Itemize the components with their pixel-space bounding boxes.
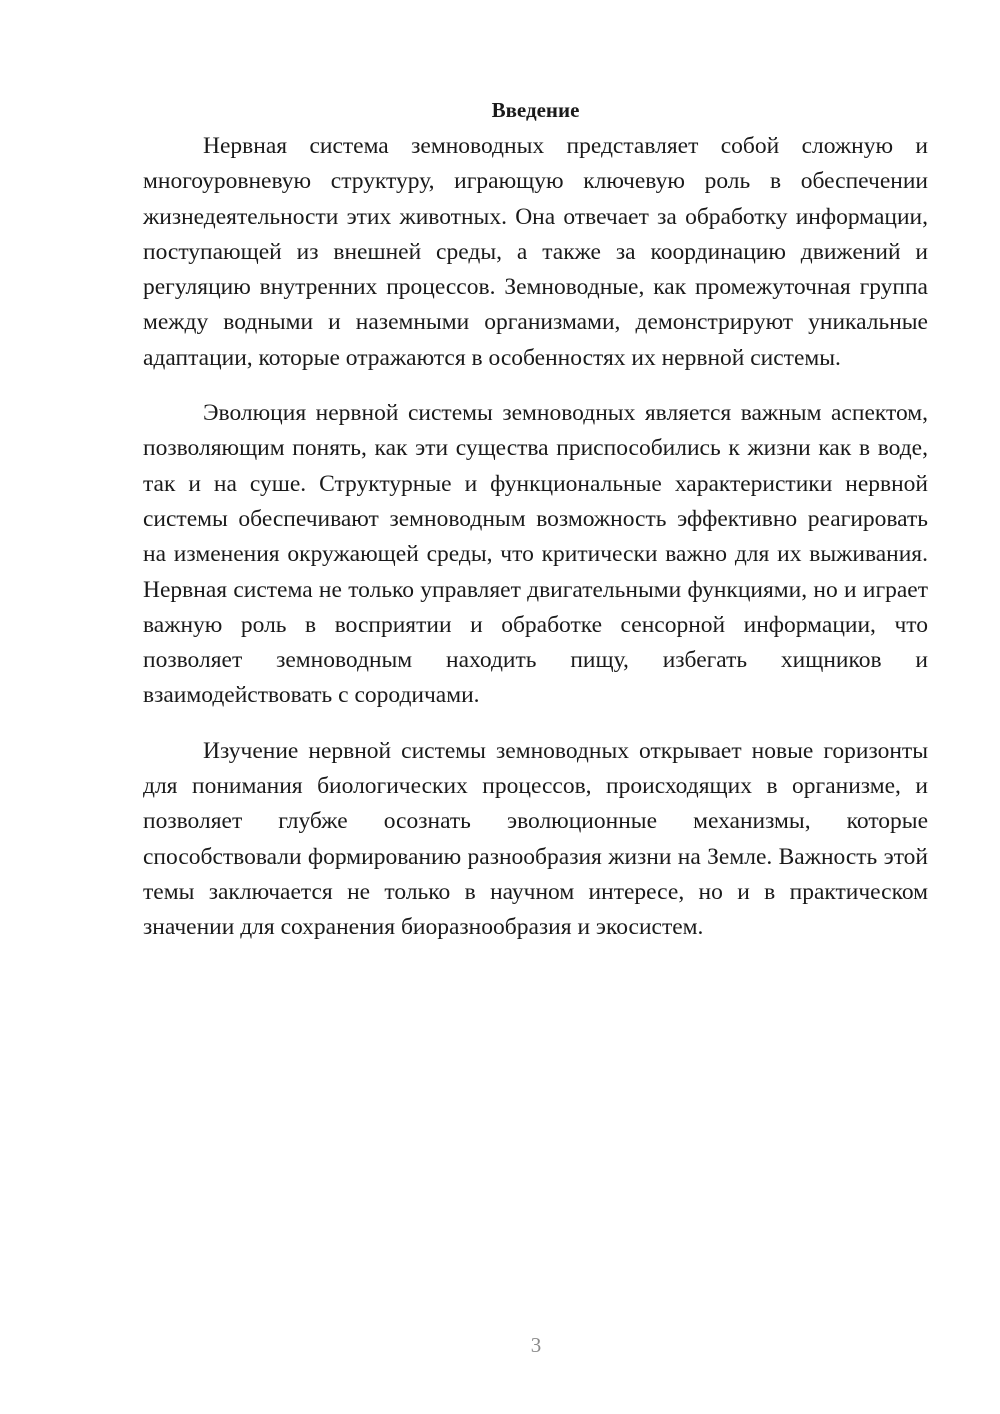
paragraph: Нервная система земноводных представляет собой сложную и многоуровневую структуру, играющую ключевую роль в обеспечении жизнедеятельности этих животных. Она отвечает за обработку информации, поступающей из внешней среды, а также за координацию движений и регуляцию внутренних процессов. Земноводные, как промежуточная группа между водными и наземными организмами, демонстрируют уникальные адаптации, которые отражаются в особенностях их нервной системы. [143, 133, 928, 371]
paragraph: Эволюция нервной системы земноводных является важным аспектом, позволяющим понять, как эти существа приспособились к жизни как в воде, так и на суше. Структурные и функциональные характеристики нервной системы обеспечивают земноводным возможность эффективно реагировать на изменения окружающей среды, что критически важно для их выживания. Нервная система не только управляет двигательными функциями, но и играет важную роль в восприятии и обработке сенсорной информации, что позволяет земноводным находить пищу, избегать хищников и взаимодействовать с сородичами. [143, 400, 928, 709]
page-content [143, 95, 928, 966]
page-number: 3 [530, 1333, 542, 1357]
section-heading: Введение [491, 98, 580, 122]
paragraph: Изучение нервной системы земноводных открывает новые горизонты для понимания биологических процессов, происходящих в организме, и позволяет глубже осознать эволюционные механизмы, которые способствовали формированию разнообразия жизни на Земле. Важность этой темы заключается не только в научном интересе, но и в практическом значении для сохранения биоразнообразия и экосистем. [143, 737, 928, 941]
